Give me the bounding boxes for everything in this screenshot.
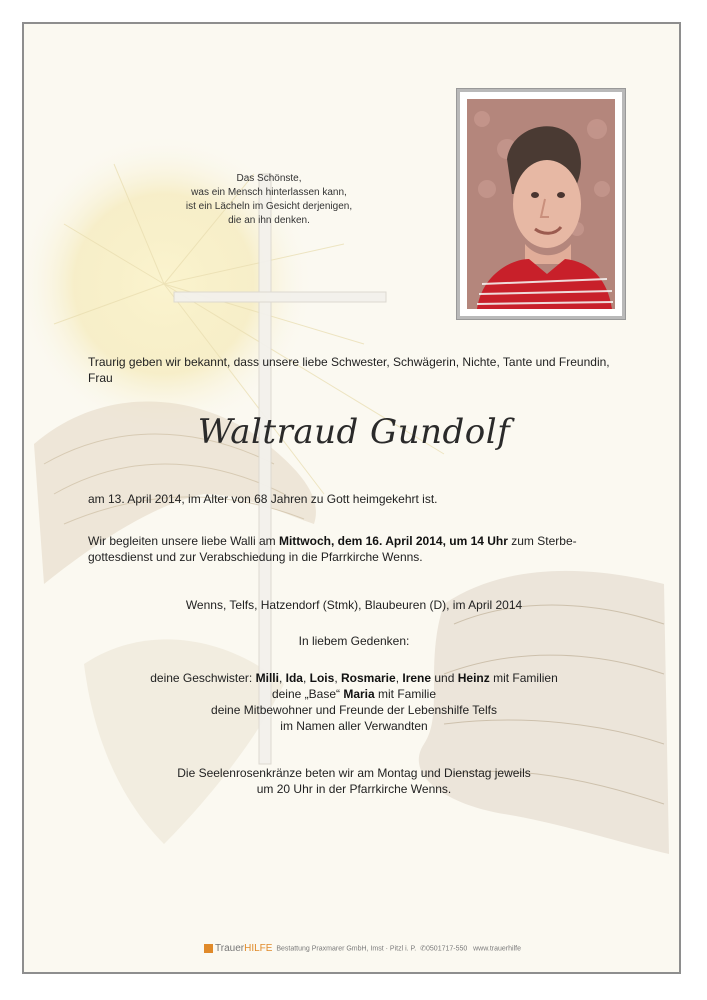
sibling-name: Lois [309,671,335,685]
poem-line: was ein Mensch hinterlassen kann, [191,187,347,198]
mourners-text: und [431,671,458,685]
company-info: Bestattung Praxmarer GmbH, Imst · Pitzl i. P. [276,945,417,953]
poem-line: Das Schönste, [236,173,302,184]
announcement-line-2: Frau [88,371,113,385]
poem-line: ist ein Lächeln im Gesicht derjenigen, [185,201,353,212]
poem-line: die an ihn denken. [228,215,310,226]
rosary-line-2: um 20 Uhr in der Pfarrkirche Wenns. [256,782,452,796]
sibling-name: Rosmarie [340,671,396,685]
death-note: am 13. April 2014, im Alter von 68 Jahren zu Gott heimgekehrt ist. [88,492,438,506]
phone-icon: ✆ [420,945,427,953]
portrait-frame [456,88,626,320]
deceased-name: Waltraud Gundolf [197,412,511,452]
mourners-siblings: deine Geschwister: Milli, Ida, Lois, Rosmarie, Irene und Heinz mit Familien [150,671,558,685]
mourners-line-4: im Namen aller Verwandten [280,719,428,733]
obituary-card [22,22,681,974]
announcement-line-1: Traurig geben wir bekannt, dass unsere liebe Schwester, Schwägerin, Nichte, Tante und Freundin, [88,355,610,369]
memory-heading: In liebem Gedenken: [298,634,410,648]
base-name: Maria [343,687,375,701]
mourners-text: deine Geschwister: [150,671,256,685]
places-date: Wenns, Telfs, Hatzendorf (Stmk), Blaubeuren (D), im April 2014 [185,598,523,612]
service-line-1 [88,533,648,549]
service-text: Wir begleiten unsere liebe Walli am [88,534,279,548]
sibling-name: Heinz [457,671,490,685]
website[interactable]: www.trauerhilfe [473,945,521,953]
mourners-text: mit Familie [374,687,437,701]
logo-part: Trauer [215,943,245,954]
service-date: Mittwoch, dem 16. April 2014, um 14 Uhr [278,534,508,548]
logo-text [215,943,272,954]
footer [204,943,564,957]
sibling-name: Irene [402,671,432,685]
sibling-name: Milli [255,671,279,685]
mourners-line-3: deine Mitbewohner und Freunde der Lebenshilfe Telfs [211,703,497,717]
phone-number: 0501717-550 [426,945,468,953]
service-text: zum Sterbe- [507,534,577,548]
rosary-line-1: Die Seelenrosenkränze beten wir am Montag und Dienstag jeweils [177,766,531,780]
portrait-photo [467,99,615,309]
mourners-text: deine „Base“ [271,687,344,701]
logo-icon [204,944,213,953]
logo-part: HILFE [244,943,273,954]
sibling-name: Ida [285,671,303,685]
mourners-text: mit Familien [489,671,558,685]
service-line-2: gottesdienst und zur Verabschiedung in die Pfarrkirche Wenns. [88,550,423,564]
mourners-base [64,686,644,702]
poem [164,172,374,228]
